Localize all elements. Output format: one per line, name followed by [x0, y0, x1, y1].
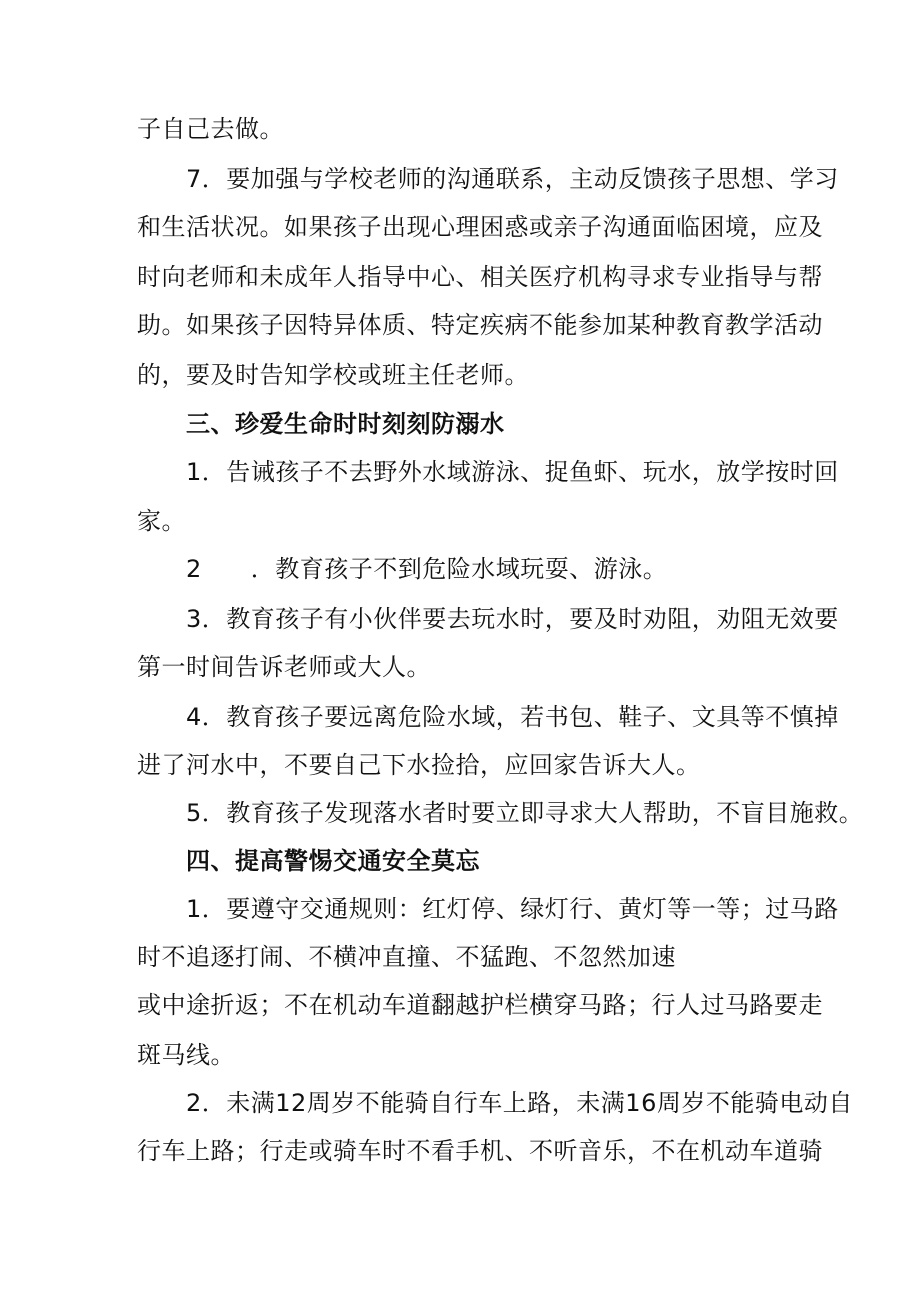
list-item-7-line-1: 7．要加强与学校老师的沟通联系，主动反馈孩子思想、学习: [186, 165, 839, 193]
list-item-7-line-4: 助。如果孩子因特异体质、特定疾病不能参加某种教育教学活动: [137, 311, 823, 339]
list-item-3-line-1: 3．教育孩子有小伙伴要去玩水时，要及时劝阻，劝阻无效要: [186, 605, 839, 633]
list-item-4-line-2: 进了河水中，不要自己下水捡拾，应回家告诉大人。: [137, 751, 701, 779]
paragraph-line: 子自己去做。: [137, 115, 284, 143]
list-item-7-line-3: 时向老师和未成年人指导中心、相关医疗机构寻求专业指导与帮: [137, 263, 823, 291]
list-item-1-line-1: 1．告诫孩子不去野外水域游泳、捉鱼虾、玩水，放学按时回: [186, 458, 839, 486]
section-heading-3: 三、珍爱生命时时刻刻防溺水: [186, 410, 505, 438]
section-heading-4: 四、提高警惕交通安全莫忘: [186, 847, 480, 875]
list-item-7-line-2: 和生活状况。如果孩子出现心理困惑或亲子沟通面临困境，应及: [137, 213, 823, 241]
list-item-1-line-2: 家。: [137, 507, 186, 535]
list-item-2: 2 ．教育孩子不到危险水域玩耍、游泳。: [186, 555, 668, 583]
traffic-item-1-line-2: 时不追逐打闹、不横冲直撞、不猛跑、不忽然加速: [137, 943, 676, 971]
list-item-4-line-1: 4．教育孩子要远离危险水域，若书包、鞋子、文具等不慎掉: [186, 703, 839, 731]
traffic-item-2-line-2: 行车上路；行走或骑车时不看手机、不听音乐，不在机动车道骑: [137, 1137, 823, 1165]
list-item-5: 5．教育孩子发现落水者时要立即寻求大人帮助，不盲目施救。: [186, 799, 864, 827]
list-item-3-line-2: 第一时间告诉老师或大人。: [137, 653, 431, 681]
traffic-item-1-line-3: 或中途折返；不在机动车道翻越护栏横穿马路；行人过马路要走: [137, 991, 823, 1019]
traffic-item-1-line-4: 斑马线。: [137, 1041, 235, 1069]
traffic-item-1-line-1: 1．要遵守交通规则：红灯停、绿灯行、黄灯等一等；过马路: [186, 895, 839, 923]
list-item-7-line-5: 的，要及时告知学校或班主任老师。: [137, 361, 529, 389]
traffic-item-2-line-1: 2．未满12周岁不能骑自行车上路，未满16周岁不能骑电动自: [186, 1089, 853, 1117]
